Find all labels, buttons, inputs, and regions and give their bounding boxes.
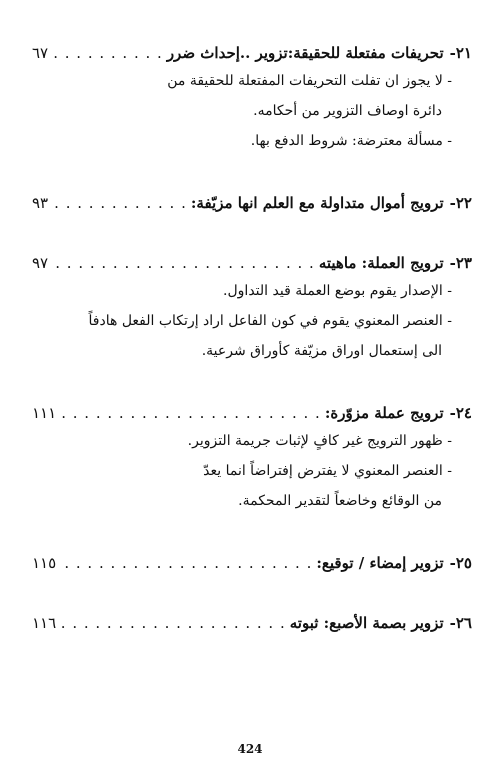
entry-note: - مسألة معترضة: شروط الدفع بها. — [250, 133, 452, 149]
dot-leader — [52, 40, 163, 66]
entry-number: ٢٤- — [449, 404, 472, 422]
entry-title: تحريفات مفتعلة للحقيقة:تزوير ..إحداث ضرر — [166, 44, 444, 62]
entry-note: - لا يجوز ان تفلت التحريفات المفتعلة للحقيقة من — [167, 73, 452, 89]
toc-heading — [32, 40, 472, 66]
entry-number: ٢٦- — [449, 614, 472, 632]
entry-number: ٢٣- — [449, 254, 472, 272]
entry-title: تزوير إمضاء / توقيع: — [316, 554, 444, 572]
toc-heading — [32, 400, 472, 426]
toc-heading — [32, 190, 472, 216]
entry-page-number: ١١٥ — [32, 554, 57, 572]
entry-number: ٢١- — [449, 44, 472, 62]
entry-note: - العنصر المعنوي لا يفترض إفتراضاً انما يعدّ — [203, 463, 452, 479]
toc-entry-25 — [32, 550, 472, 576]
entry-page-number: ١١٦ — [32, 614, 57, 632]
toc-entry-21 — [32, 40, 472, 156]
entry-page-number: ٩٧ — [32, 254, 49, 272]
entry-title: ترويج عملة مزوّرة: — [324, 404, 444, 422]
dot-leader — [52, 190, 187, 216]
toc-entry-23 — [32, 250, 472, 366]
entry-number: ٢٥- — [449, 554, 472, 572]
dot-leader — [60, 610, 286, 636]
dot-leader — [60, 400, 321, 426]
toc-heading — [32, 250, 472, 276]
entry-note: الى إستعمال اوراق مزيّفة كأوراق شرعية. — [201, 343, 442, 359]
entry-note: - العنصر المعنوي يقوم في كون الفاعل اراد إرتكاب الفعل هادفاً — [88, 313, 452, 329]
entry-note: - الإصدار يقوم بوضع العملة قيد التداول. — [223, 283, 452, 299]
entry-number: ٢٢- — [449, 194, 472, 212]
toc-heading — [32, 610, 472, 636]
entry-page-number: ٩٣ — [32, 194, 49, 212]
entry-title: ترويج أموال متداولة مع العلم انها مزيّفة: — [190, 194, 444, 212]
toc-entry-24 — [32, 400, 472, 516]
entry-note: - ظهور الترويج غير كافٍ لإثبات جريمة التزوير. — [187, 433, 452, 449]
entry-page-number: ١١١ — [32, 404, 57, 422]
toc-entry-26 — [32, 610, 472, 636]
entry-title: ترويج العملة: ماهيته — [318, 254, 444, 272]
toc-entry-22 — [32, 190, 472, 216]
entry-note: دائرة اوصاف التزوير من أحكامه. — [253, 103, 442, 119]
dot-leader — [60, 550, 312, 576]
entry-title: تزوير بصمة الأصبع: ثبوته — [289, 614, 444, 632]
toc-heading — [32, 550, 472, 576]
page-number: 424 — [237, 742, 263, 756]
table-of-contents — [32, 40, 472, 636]
entry-page-number: ٦٧ — [32, 44, 49, 62]
entry-note: من الوقائع وخاضعاً لتقدير المحكمة. — [238, 493, 442, 509]
dot-leader — [52, 250, 315, 276]
